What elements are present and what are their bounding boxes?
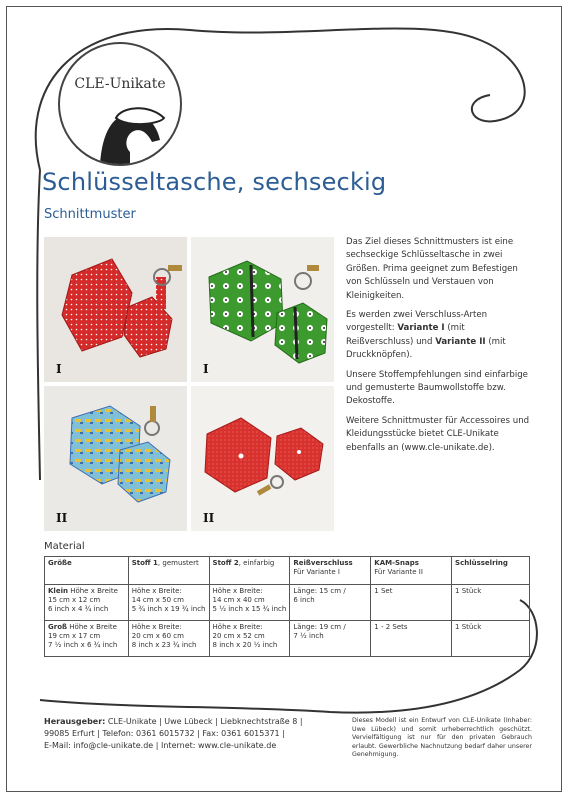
red-pouch-image <box>44 237 187 382</box>
variants-text: (mit Druckknöpfen). <box>346 336 506 361</box>
keyring-cell <box>452 585 530 621</box>
size-cell <box>45 621 129 657</box>
material-table <box>44 556 530 657</box>
description-intro: Das Ziel dieses Schnittmusters ist eine sechseckige Schlüsseltasche in zwei Größen. Prima geeignet zum Befestigen von Schlüsseln und Verstauen von Kleinigkeiten. <box>346 237 518 301</box>
blue-pouch-image <box>44 386 187 531</box>
photo-variant-label: II <box>203 511 215 525</box>
variant-1-label: Variante I <box>397 323 445 334</box>
publisher-contact: E-Mail: info@cle-unikate.de | Internet: www.cle-unikate.de <box>44 741 277 750</box>
header-sub: Für Variante II <box>374 568 423 576</box>
header-label: Schlüsselring <box>455 559 508 567</box>
size-text: Höhe x Breite <box>67 587 118 595</box>
zipper-cell <box>290 621 371 657</box>
header-cell <box>209 557 290 585</box>
header-sub: Für Variante I <box>293 568 340 576</box>
size-text: 15 cm x 12 cm <box>48 596 101 604</box>
product-photo-green-variant-1 <box>191 237 334 382</box>
product-photo-red-variant-1 <box>44 237 187 382</box>
cell-text: 5 ¾ inch x 19 ¾ inch <box>131 605 206 613</box>
green-pouch-image <box>191 237 334 382</box>
header-cell <box>45 557 129 585</box>
brand-logo <box>58 42 182 166</box>
material-title: Material <box>44 541 85 552</box>
fabric-1-cell <box>128 585 209 621</box>
cell-text: 7 ½ inch <box>293 632 324 640</box>
cell-text: 14 cm x 40 cm <box>212 596 265 604</box>
header-sub: , einfarbig <box>238 559 275 567</box>
header-label: Stoff 1 <box>131 559 158 567</box>
header-cell <box>452 557 530 585</box>
cell-text: Länge: 15 cm / <box>293 587 346 595</box>
keyring-cell <box>452 621 530 657</box>
header-label: KAM-Snaps <box>374 559 419 567</box>
cell-text: 1 Stück <box>455 587 482 595</box>
publisher-info <box>44 716 344 752</box>
size-name: Klein <box>48 587 68 595</box>
fabric-2-cell <box>209 585 290 621</box>
table-header-row <box>45 557 530 585</box>
photo-variant-label: I <box>56 362 62 376</box>
cell-text: Höhe x Breite: <box>131 623 182 631</box>
variants-text: (mit Reißverschluss) und <box>346 323 465 347</box>
description-variants <box>346 309 534 363</box>
size-text: 7 ½ inch x 6 ¾ inch <box>48 641 118 649</box>
table-row <box>45 621 530 657</box>
cell-text: 8 inch x 20 ½ inch <box>212 641 278 649</box>
cell-text: 1 - 2 Sets <box>374 623 408 631</box>
header-label: Stoff 2 <box>212 559 239 567</box>
description-more: Weitere Schnittmuster für Accessoires und Kleidungsstücke bietet CLE-Unikate ebenfalls an (www.cle-unikate.de). <box>346 415 530 453</box>
cell-text: 20 cm x 52 cm <box>212 632 265 640</box>
table-row <box>45 585 530 621</box>
cell-text: Länge: 19 cm / <box>293 623 346 631</box>
header-cell <box>290 557 371 585</box>
cell-text: 5 ½ inch x 15 ¾ inch <box>212 605 287 613</box>
size-text: 19 cm x 17 cm <box>48 632 101 640</box>
fabric-2-cell <box>209 621 290 657</box>
header-label: Reißverschluss <box>293 559 353 567</box>
description-text <box>346 236 534 461</box>
copyright-notice: Dieses Modell ist ein Entwurf von CLE-Unikate (Inhaber: Uwe Lübeck) und somit urheberrechtlich geschützt. Vervielfältigung ist nur für den privaten Gebrauch erlaubt. Gewerbliche Nachnutzung bedarf daher unserer Genehmigung. <box>352 717 532 759</box>
cell-text: 14 cm x 50 cm <box>131 596 184 604</box>
zipper-cell <box>290 585 371 621</box>
header-cell <box>371 557 452 585</box>
header-sub: , gemustert <box>157 559 199 567</box>
description-fabric: Unsere Stoffempfehlungen sind einfarbige und gemusterte Baumwollstoffe bzw. Dekostoffe. <box>346 369 528 407</box>
snaps-cell <box>371 585 452 621</box>
photo-variant-label: I <box>203 362 209 376</box>
cell-text: Höhe x Breite: <box>131 587 182 595</box>
snaps-cell <box>371 621 452 657</box>
cell-text: 1 Set <box>374 587 393 595</box>
header-cell <box>128 557 209 585</box>
cell-text: 20 cm x 60 cm <box>131 632 184 640</box>
page-subtitle: Schnittmuster <box>44 207 136 222</box>
cell-text: 8 inch x 23 ¾ inch <box>131 641 197 649</box>
face-illustration-icon <box>60 44 180 164</box>
publisher-label: Herausgeber: <box>44 717 106 726</box>
fabric-1-cell <box>128 621 209 657</box>
publisher-phone: 99085 Erfurt | Telefon: 0361 6015732 | Fax: 0361 6015371 | <box>44 729 285 738</box>
size-text: Höhe x Breite <box>67 623 117 631</box>
logo-text: CLE-Unikate <box>74 76 166 92</box>
header-label: Größe <box>48 559 72 567</box>
size-text: 6 inch x 4 ¾ inch <box>48 605 109 613</box>
variant-2-label: Variante II <box>435 336 486 347</box>
publisher-address: CLE-Unikate | Uwe Lübeck | Liebknechtstraße 8 | <box>105 717 303 726</box>
page-title: Schlüsseltasche, sechseckig <box>42 168 387 196</box>
size-name: Groß <box>48 623 68 631</box>
photo-variant-label: II <box>56 511 68 525</box>
cell-text: 1 Stück <box>455 623 482 631</box>
size-cell <box>45 585 129 621</box>
product-photo-red-variant-2 <box>191 386 334 531</box>
variants-text: Es werden zwei Verschluss-Arten vorgestellt: <box>346 310 488 334</box>
product-photo-blue-variant-2 <box>44 386 187 531</box>
cell-text: 6 inch <box>293 596 315 604</box>
cell-text: Höhe x Breite: <box>212 623 263 631</box>
red-snap-pouch-image <box>191 386 334 531</box>
cell-text: Höhe x Breite: <box>212 587 263 595</box>
